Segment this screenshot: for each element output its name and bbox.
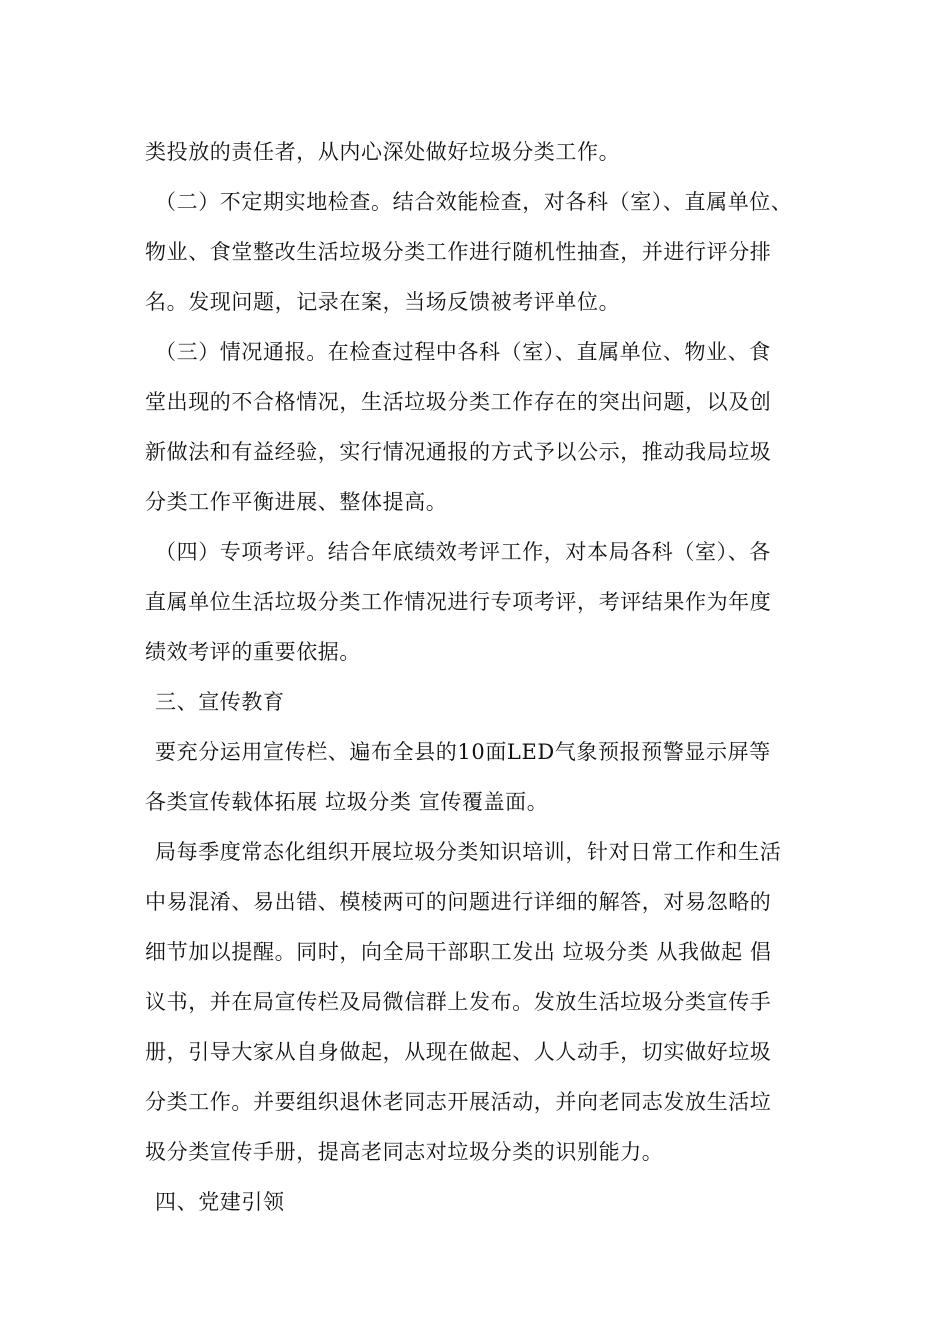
text-line: 议书，并在局宣传栏及局微信群上发布。发放生活垃圾分类宣传手 [145,990,772,1014]
text-line: 分类工作。并要组织退休老同志开展活动，并向老同志发放生活垃 [145,1090,772,1114]
text-line: （二）不定期实地检查。结合效能检查，对各科（室）、直属单位、 [155,190,793,214]
text-line: 各类宣传载体拓展 垃圾分类 宣传覆盖面。 [145,790,549,814]
text-line: 中易混淆、易出错、模棱两可的问题进行详细的解答，对易忽略的 [145,890,772,914]
section-heading: 三、宣传教育 [155,690,285,714]
text-line: 类投放的责任者，从内心深处做好垃圾分类工作。 [145,140,621,164]
text-line: （四）专项考评。结合年底绩效考评工作，对本局各科（室）、各 [155,540,771,564]
text-line: 堂出现的不合格情况，生活垃圾分类工作存在的突出问题，以及创 [145,390,772,414]
text-line: （三）情况通报。在检查过程中各科（室）、直属单位、物业、食 [155,340,771,364]
text-line: 分类工作平衡进展、整体提高。 [145,490,448,514]
text-line: 物业、食堂整改生活垃圾分类工作进行随机性抽查，并进行评分排 [145,240,772,264]
text-line: 直属单位生活垃圾分类工作情况进行专项考评，考评结果作为年度 [145,590,772,614]
text-line: 圾分类宣传手册，提高老同志对垃圾分类的识别能力。 [145,1140,664,1164]
text-line: 绩效考评的重要依据。 [145,640,361,664]
text-line: 要充分运用宣传栏、遍布全县的10面LED气象预报预警显示屏等 [155,740,771,764]
text-line: 局每季度常态化组织开展垃圾分类知识培训，针对日常工作和生活 [155,840,782,864]
section-heading: 四、党建引领 [155,1190,285,1214]
text-line: 新做法和有益经验，实行情况通报的方式予以公示，推动我局垃圾 [145,440,772,464]
text-line: 细节加以提醒。同时，向全局干部职工发出 垃圾分类 从我做起 倡 [145,940,772,964]
text-line: 册，引导大家从自身做起，从现在做起、人人动手，切实做好垃圾 [145,1040,772,1064]
text-line: 名。发现问题，记录在案，当场反馈被考评单位。 [145,290,621,314]
